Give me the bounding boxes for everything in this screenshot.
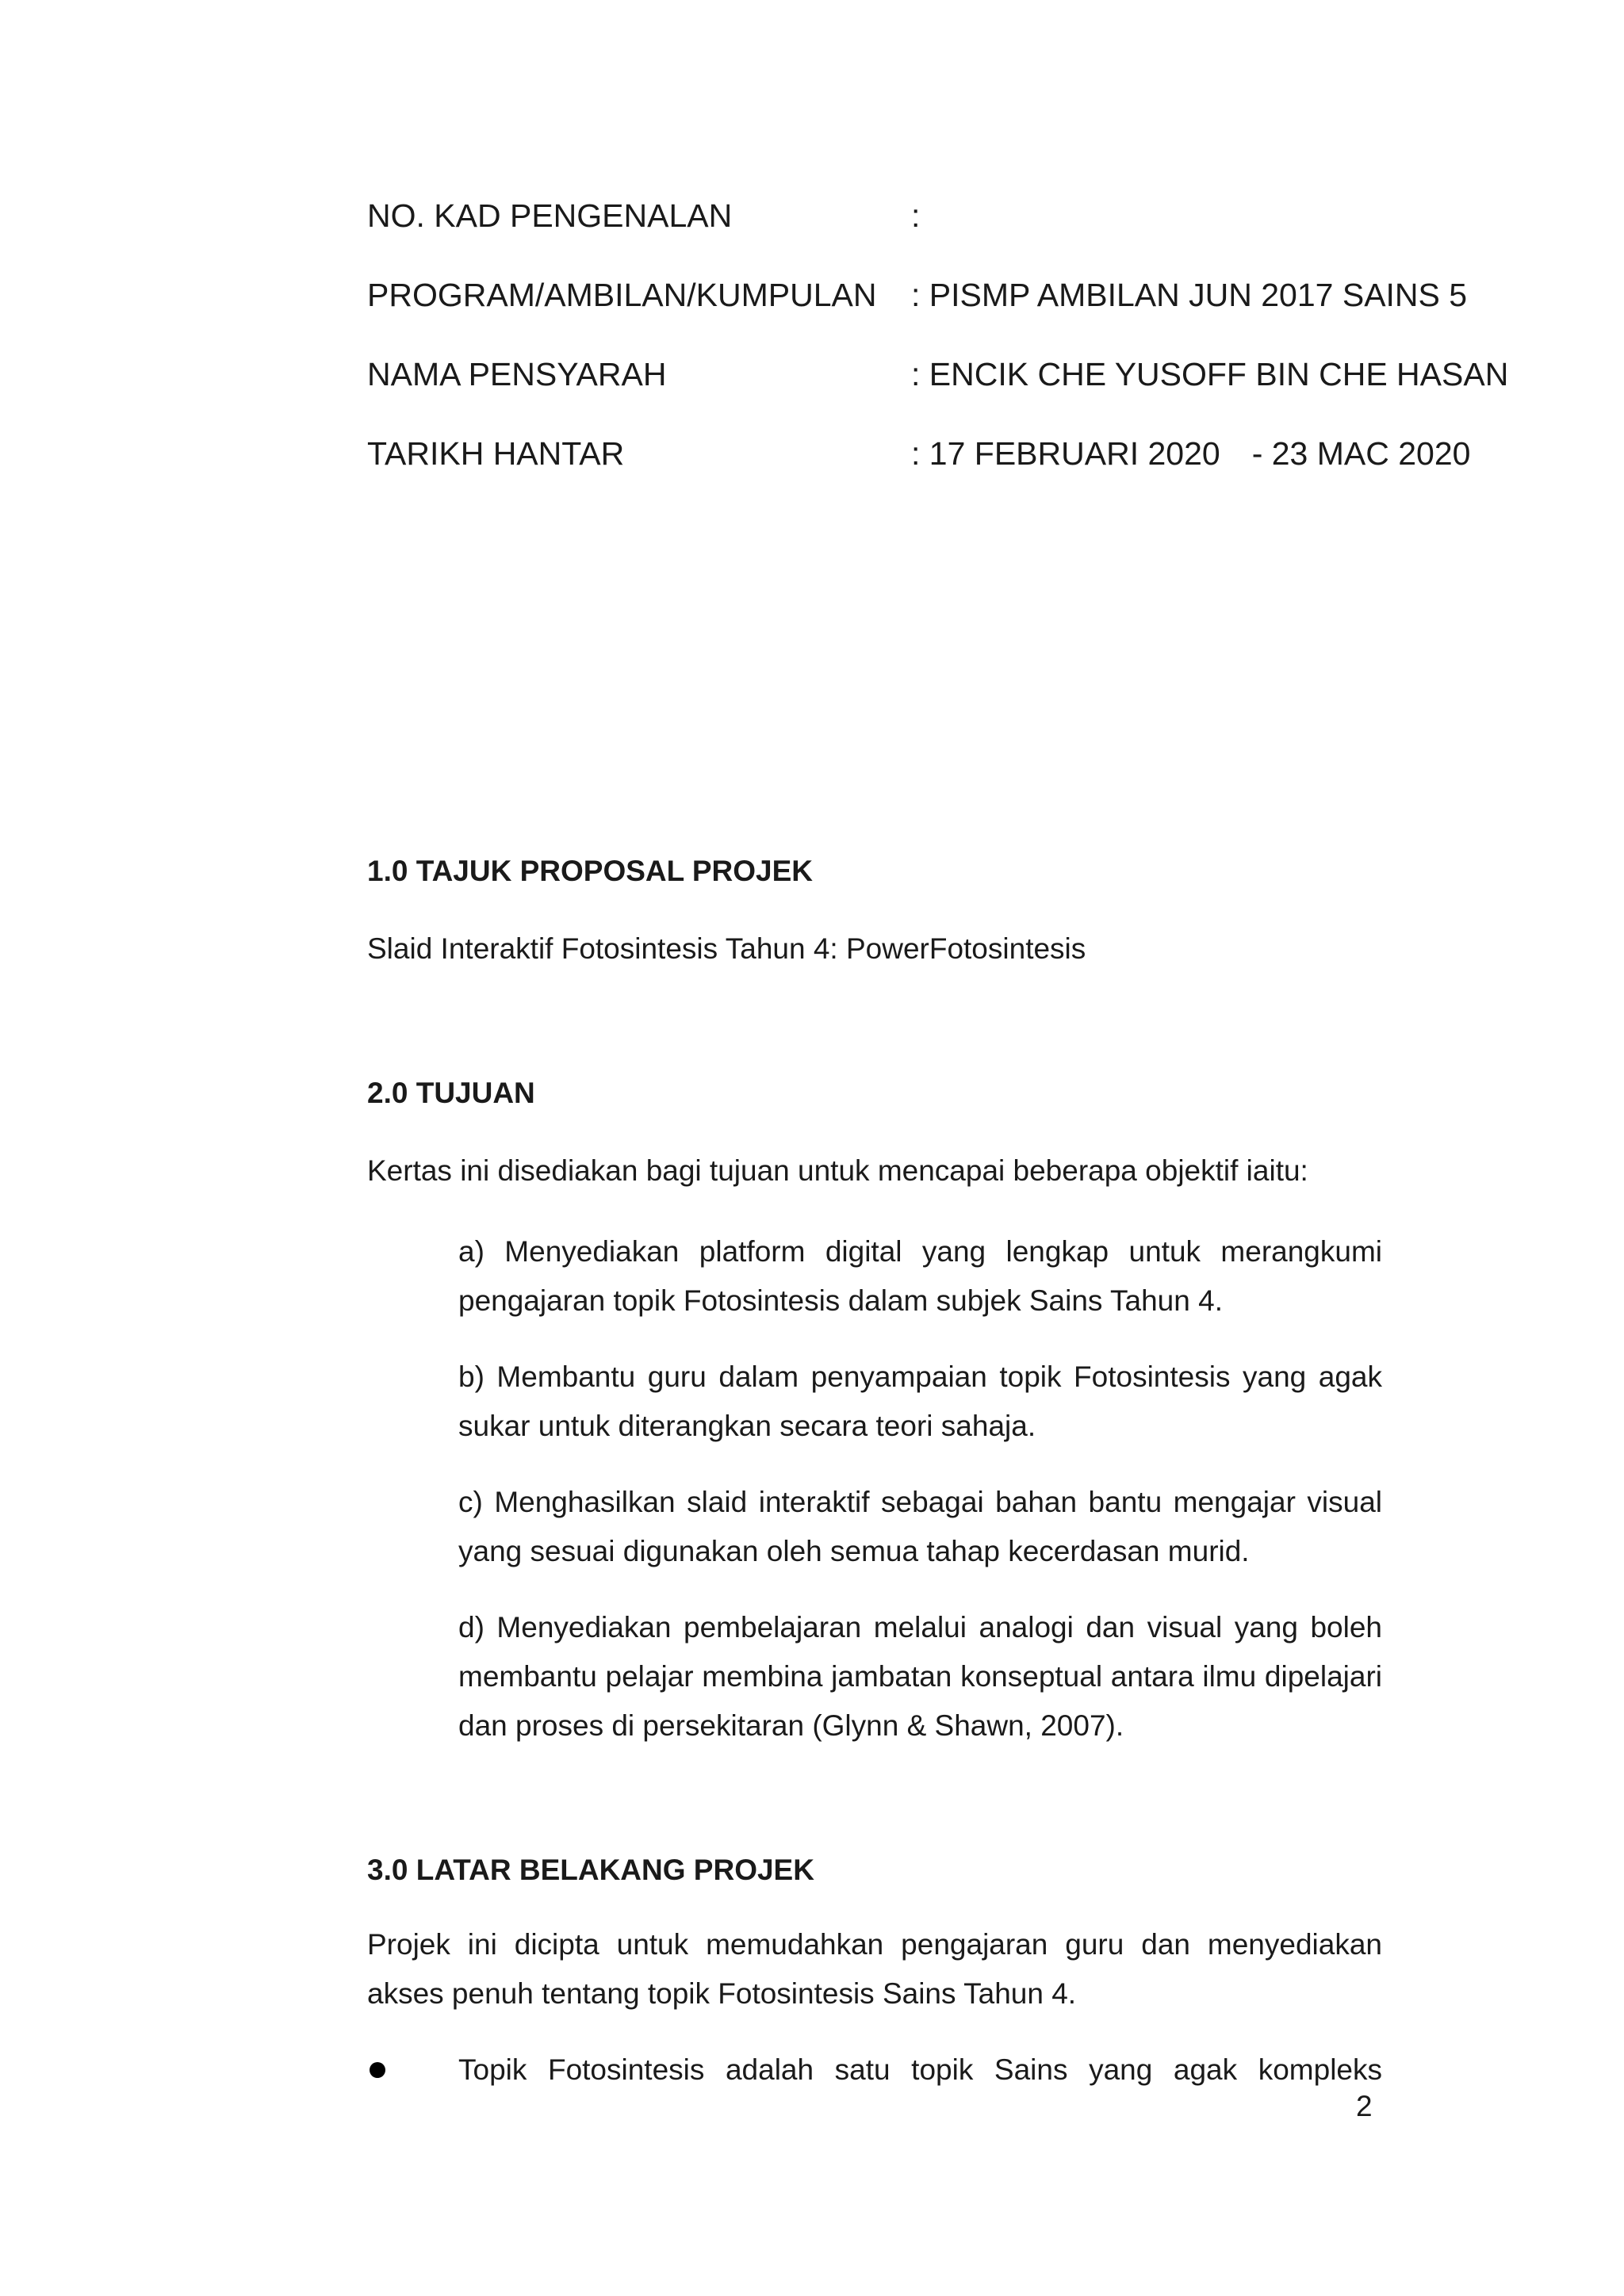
objective-item: c) Menghasilkan slaid interaktif sebagai bahan bantu mengajar visual yang sesuai digunakan oleh semua tahap kecerdasan murid. xyxy=(458,1486,1382,1567)
info-value: : PISMP AMBILAN JUN 2017 SAINS 5 xyxy=(911,277,1468,313)
bullet-item: Topik Fotosintesis adalah satu topik Sains yang agak kompleks xyxy=(458,2053,1382,2086)
info-label: TARIKH HANTAR xyxy=(367,435,625,472)
info-row-lecturer xyxy=(367,352,1541,396)
section-2-intro: Kertas ini disediakan bagi tujuan untuk mencapai beberapa objektif iaitu: xyxy=(367,1154,1308,1187)
section-1-text: Slaid Interaktif Fotosintesis Tahun 4: PowerFotosintesis xyxy=(367,932,1086,965)
date-start: : 17 FEBRUARI 2020 xyxy=(911,435,1220,472)
section-1-heading: 1.0 TAJUK PROPOSAL PROJEK xyxy=(367,855,813,887)
info-row-ic xyxy=(367,193,1541,238)
objective-item: b) Membantu guru dalam penyampaian topik Fotosintesis yang agak sukar untuk diterangkan secara teori sahaja. xyxy=(458,1360,1382,1442)
page-number: 2 xyxy=(1356,2090,1373,2122)
info-label: NO. KAD PENGENALAN xyxy=(367,197,733,234)
info-value: : xyxy=(911,197,921,234)
info-value xyxy=(911,431,1470,476)
info-row-submission-date xyxy=(367,431,1541,476)
info-value: : ENCIK CHE YUSOFF BIN CHE HASAN xyxy=(911,356,1509,392)
section-3-text: Projek ini dicipta untuk memudahkan pengajaran guru dan menyediakan akses penuh tentang topik Fotosintesis Sains Tahun 4. xyxy=(367,1928,1382,2010)
section-2-heading: 2.0 TUJUAN xyxy=(367,1077,535,1109)
section-3-heading: 3.0 LATAR BELAKANG PROJEK xyxy=(367,1854,814,1886)
objective-item: d) Menyediakan pembelajaran melalui analogi dan visual yang boleh membantu pelajar membina jambatan konseptual antara ilmu dipelajari dan proses di persekitaran (Glynn & Shawn, 2007). xyxy=(458,1611,1382,1742)
info-label: PROGRAM/AMBILAN/KUMPULAN xyxy=(367,277,877,313)
info-row-program xyxy=(367,273,1541,317)
bullet-icon xyxy=(370,2062,385,2078)
date-end: - 23 MAC 2020 xyxy=(1251,435,1471,472)
info-label: NAMA PENSYARAH xyxy=(367,356,667,392)
objective-item: a) Menyediakan platform digital yang lengkap untuk merangkumi pengajaran topik Fotosintesis dalam subjek Sains Tahun 4. xyxy=(458,1235,1382,1317)
